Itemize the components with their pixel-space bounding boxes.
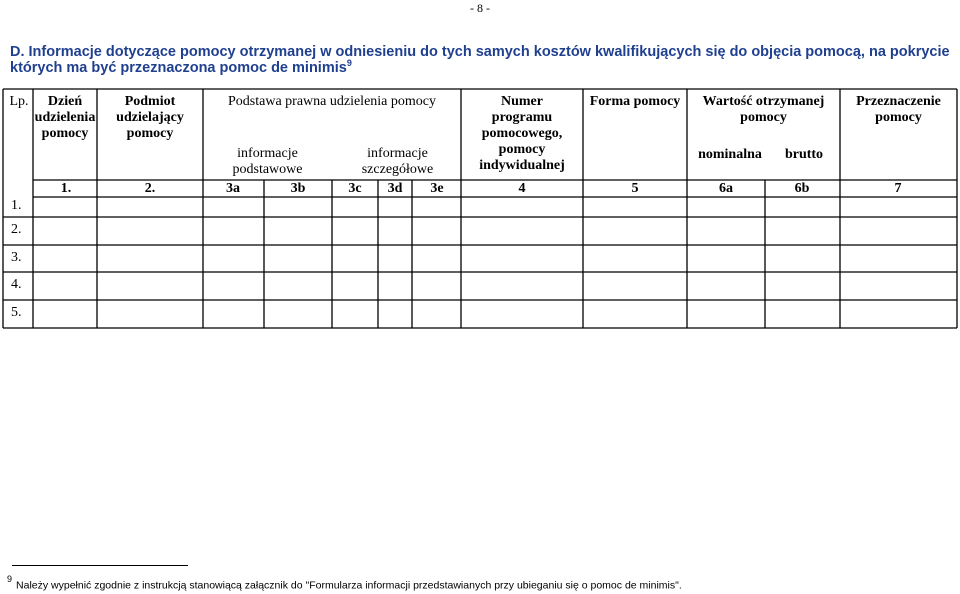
header-numer-line3: pomocowego, <box>481 126 563 141</box>
header-informacje-podstawowe <box>210 146 325 178</box>
header-przeznaczenie <box>840 94 957 126</box>
header-numer-line2: programu <box>491 110 553 125</box>
header-dzien-line3: pomocy <box>41 126 89 141</box>
header-szczegolowe-line2: szczegółowe <box>361 162 434 177</box>
row-number: 2. <box>11 222 22 237</box>
row-number: 3. <box>11 250 22 265</box>
row-number: 4. <box>11 277 22 292</box>
header-przeznaczenie-line1: Przeznaczenie <box>856 94 941 109</box>
header-podstawowe-line1: informacje <box>237 146 298 161</box>
column-number: 1. <box>60 181 72 196</box>
row-number: 5. <box>11 305 22 320</box>
header-brutto: brutto <box>784 147 824 162</box>
header-numer-line4: pomocy <box>498 142 546 157</box>
page-number: - 8 - <box>470 1 490 15</box>
footnote <box>7 576 682 592</box>
column-number: 2. <box>144 181 156 196</box>
header-numer-programu <box>461 94 583 174</box>
column-number: 5 <box>631 181 639 196</box>
header-lp: Lp. <box>9 94 29 109</box>
column-number: 6a <box>719 181 733 196</box>
header-wartosc-line2: pomocy <box>740 110 787 125</box>
column-number: 3d <box>387 181 403 196</box>
section-heading <box>10 44 955 76</box>
header-informacje-szczegolowe <box>340 146 455 178</box>
header-nominalna: nominalna <box>698 147 762 162</box>
column-number: 3a <box>226 181 240 196</box>
footnote-number: 9 <box>7 574 13 584</box>
footnote-separator <box>12 565 188 566</box>
header-numer-line5: indywidualnej <box>479 158 565 173</box>
header-podstawa: Podstawa prawna udzielenia pomocy <box>228 94 436 109</box>
column-number: 4 <box>518 181 526 196</box>
header-dzien-line1: Dzień <box>47 94 83 109</box>
header-podmiot-line2: udzielający <box>116 110 184 125</box>
column-number: 6b <box>794 181 810 196</box>
column-number: 3b <box>290 181 306 196</box>
header-podmiot <box>97 94 203 142</box>
header-dzien-line2: udzielenia <box>34 110 96 125</box>
header-podmiot-line3: pomocy <box>126 126 174 141</box>
header-dzien <box>33 94 97 142</box>
column-number: 3e <box>430 181 444 196</box>
section-heading-text: D. Informacje dotyczące pomocy otrzymanej w odniesieniu do tych samych kosztów kwalifikujących się do objęcia pomocą, na pokrycie których ma być przeznaczona pomoc de minimis <box>10 44 950 76</box>
header-podstawowe-line2: podstawowe <box>232 162 303 177</box>
header-numer-line1: Numer <box>501 94 543 109</box>
column-number: 3c <box>348 181 362 196</box>
header-wartosc <box>687 94 840 126</box>
header-forma: Forma pomocy <box>589 94 681 109</box>
header-przeznaczenie-line2: pomocy <box>875 110 922 125</box>
header-podmiot-line1: Podmiot <box>124 94 176 109</box>
row-number: 1. <box>11 198 22 213</box>
column-number: 7 <box>894 181 902 196</box>
header-wartosc-line1: Wartość otrzymanej <box>702 94 825 109</box>
footnote-ref: 9 <box>346 58 352 69</box>
footnote-text: Należy wypełnić zgodnie z instrukcją stanowiącą załącznik do "Formularza informacji przedstawianych przy ubieganiu się o pomoc de minimis". <box>16 579 682 592</box>
header-szczegolowe-line1: informacje <box>367 146 428 161</box>
